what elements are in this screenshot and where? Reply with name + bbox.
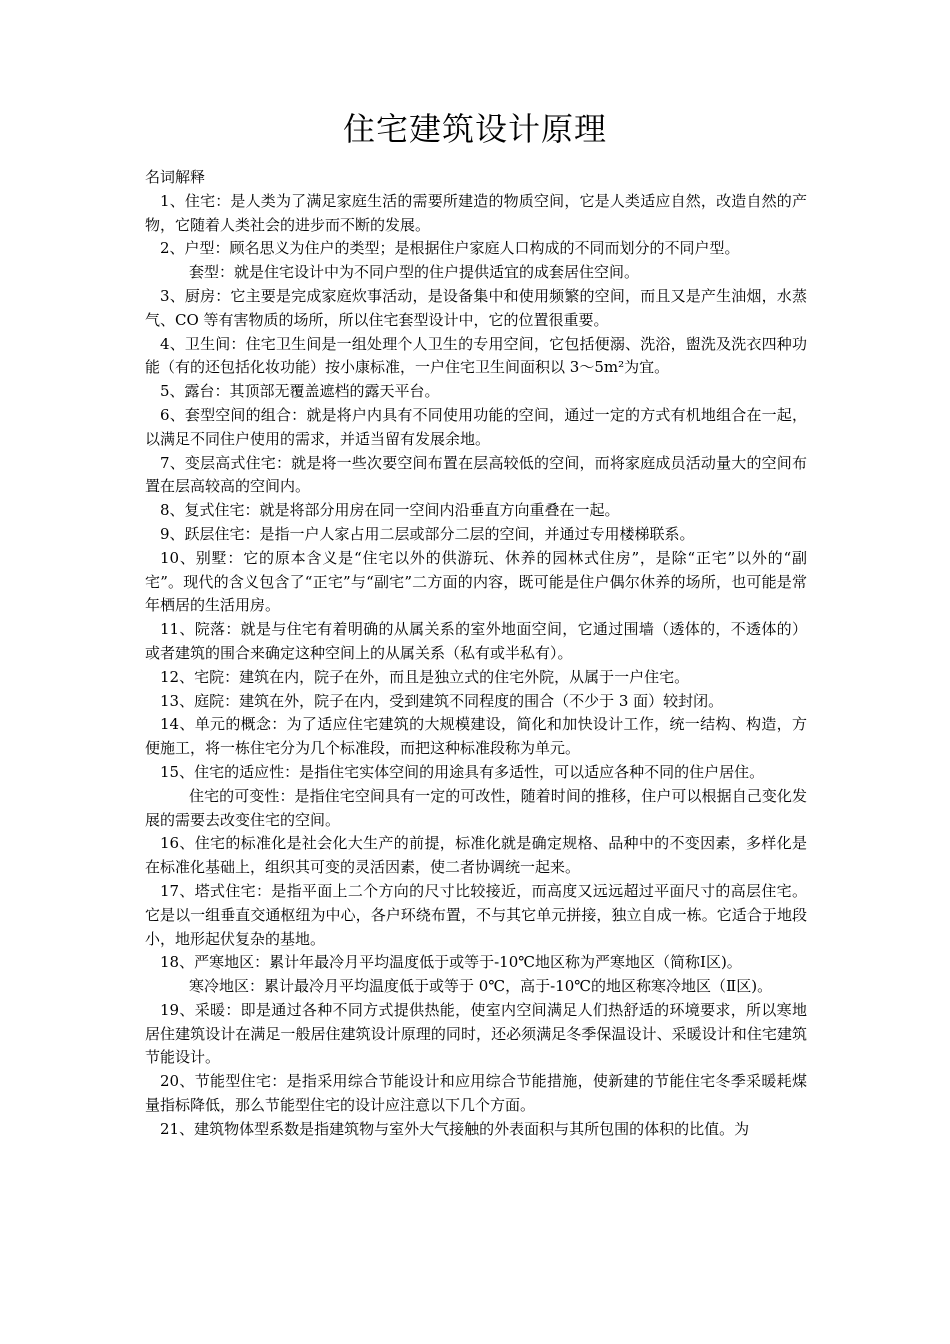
paragraph: 17、塔式住宅：是指平面上二个方向的尺寸比较接近，而高度又远远超过平面尺寸的高层住宅。它是以一组垂直交通枢纽为中心，各户环绕布置，不与其它单元拼接，独立自成一栋。它适合于地段小，地形起伏复杂的基地。 [145,881,807,948]
page-title: 住宅建筑设计原理 [342,110,607,148]
paragraph: 寒冷地区：累计最冷月平均温度低于或等于 0℃，高于-10℃的地区称寒冷地区（Ⅱ区)。 [189,977,773,996]
paragraph: 7、变层高式住宅：就是将一些次要空间布置在层高较低的空间，而将家庭成员活动量大的空间布置在层高较高的空间内。 [145,453,807,496]
paragraph: 11、院落：就是与住宅有着明确的从属关系的室外地面空间，它通过围墙（透体的，不透体的）或者建筑的围合来确定这种空间上的从属关系（私有或半私有）。 [145,620,807,662]
paragraph: 18、严寒地区：累计年最冷月平均温度低于或等于-10℃地区称为严寒地区（简称Ⅰ区)。 [160,953,742,972]
document-body [145,166,807,1142]
paragraph: 13、庭院：建筑在外，院子在内，受到建筑不同程度的围合（不少于 3 面）较封闭。 [160,691,724,710]
paragraph: 14、单元的概念：为了适应住宅建筑的大规模建设，简化和加快设计工作，统一结构、构造，方便施工，将一栋住宅分为几个标准段，而把这种标准段称为单元。 [145,715,807,758]
paragraph: 15、住宅的适应性：是指住宅实体空间的用途具有多适性，可以适应各种不同的住户居住。 [160,762,765,781]
paragraph: 1、住宅：是人类为了满足家庭生活的需要所建造的物质空间，它是人类适应自然，改造自然的产物，它随着人类社会的进步而不断的发展。 [145,191,807,234]
paragraph: 5、露台：其顶部无覆盖遮档的露天平台。 [160,382,440,401]
paragraph: 套型：就是住宅设计中为不同户型的住户提供适宜的成套居住空间。 [189,263,640,282]
paragraph: 12、宅院：建筑在内，院子在外，而且是独立式的住宅外院，从属于一户住宅。 [160,667,690,686]
paragraph: 6、套型空间的组合：就是将户内具有不同使用功能的空间，通过一定的方式有机地组合在一起，以满足不同住户使用的需求，并适当留有发展余地。 [145,405,807,448]
paragraph: 19、采暖：即是通过各种不同方式提供热能，使室内空间满足人们热舒适的环境要求，所以寒地居住建筑设计在满足一般居住建筑设计原理的同时，还必须满足冬季保温设计、采暖设计和住宅建筑节能设计。 [145,1000,807,1067]
paragraph: 2、户型：顾名思义为住户的类型；是根据住户家庭人口构成的不同而划分的不同户型。 [160,239,740,258]
paragraph: 9、跃层住宅：是指一户人家占用二层或部分二层的空间，并通过专用楼梯联系。 [160,524,695,543]
paragraph: 20、节能型住宅：是指采用综合节能设计和应用综合节能措施，使新建的节能住宅冬季采暖耗煤量指标降低，那么节能型住宅的设计应注意以下几个方面。 [145,1072,807,1115]
paragraph: 4、卫生间：住宅卫生间是一组处理个人卫生的专用空间，它包括便溺、洗浴，盥洗及洗衣四种功能（有的还包括化妆功能）按小康标准，一户住宅卫生间面积以 3～5m²为宜。 [145,334,807,377]
paragraph-list [145,190,807,1142]
paragraph: 10、别墅：它的原本含义是“住宅以外的供游玩、休养的园林式住房”，是除“正宅”以外的“副宅”。现代的含义包含了“正宅”与“副宅”二方面的内容，既可能是住户偶尔休养的场所，也可能是常年栖居的生活用房。 [145,548,807,615]
paragraph: 21、建筑物体型系数是指建筑物与室外大气接触的外表面积与其所包围的体积的比值。为 [160,1119,750,1138]
section-heading: 名词解释 [145,168,206,186]
paragraph: 3、厨房：它主要是完成家庭炊事活动，是设备集中和使用频繁的空间，而且又是产生油烟，水蒸气、CO 等有害物质的场所，所以住宅套型设计中，它的位置很重要。 [145,286,807,329]
paragraph: 住宅的可变性：是指住宅空间具有一定的可改性，随着时间的推移，住户可以根据自己变化发展的需要去改变住宅的空间。 [145,786,807,829]
paragraph: 8、复式住宅：就是将部分用房在同一空间内沿垂直方向重叠在一起。 [160,501,620,520]
paragraph: 16、住宅的标准化是社会化大生产的前提，标准化就是确定规格、品种中的不变因素，多样化是在标准化基础上，组织其可变的灵活因素，使二者协调统一起来。 [145,834,807,877]
